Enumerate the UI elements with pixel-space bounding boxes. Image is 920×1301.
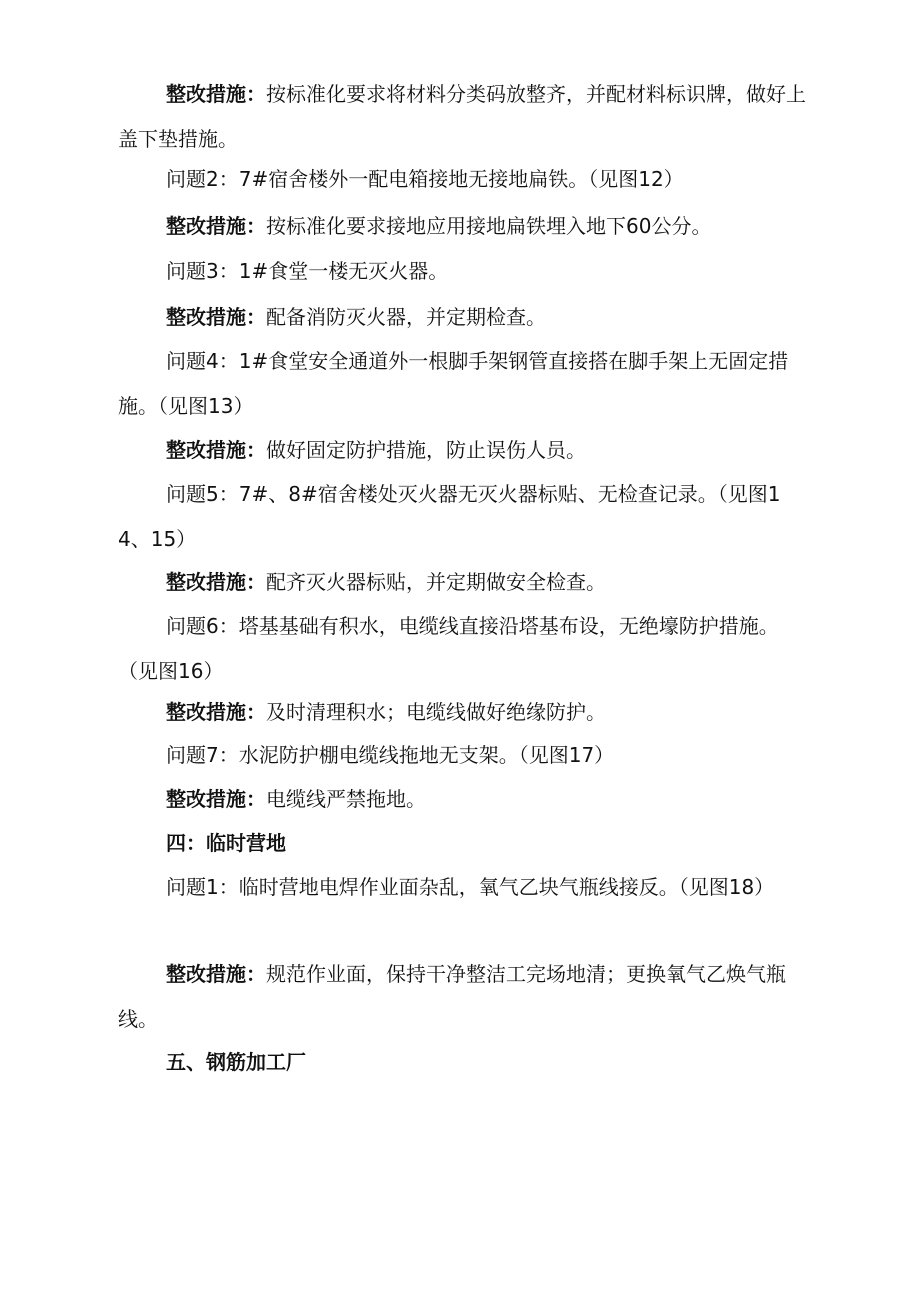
paragraph-text: 按标准化要求将材料分类码放整齐，并配材料标识牌，做好上盖下垫措施。 (118, 82, 806, 151)
paragraph-text: 电缆线严禁拖地。 (266, 787, 426, 811)
paragraph-camp-measure-1 (118, 952, 808, 1042)
paragraph-label: 问题3： (166, 259, 239, 283)
paragraph-label: 问题2： (166, 167, 239, 191)
paragraph-label: 整改措施： (166, 700, 266, 724)
paragraph-label: 整改措施： (166, 82, 266, 106)
paragraph-text: 配齐灭火器标贴，并定期做安全检查。 (266, 570, 606, 594)
section-heading-rebar-plant: 五、钢筋加工厂 (166, 1050, 306, 1074)
section-heading-temporary-camp: 四：临时营地 (166, 831, 286, 855)
paragraph-measure-4 (118, 428, 808, 473)
paragraph-text: 做好固定防护措施，防止误伤人员。 (266, 438, 586, 462)
paragraph-label: 整改措施： (166, 787, 266, 811)
paragraph-measure-5 (118, 560, 808, 605)
paragraph-text: 1#食堂一楼无灭火器。 (238, 259, 449, 283)
paragraph-issue-3 (118, 249, 808, 294)
paragraph-camp-issue-1 (118, 865, 808, 910)
paragraph-label: 整改措施： (166, 214, 266, 238)
paragraph-issue-4 (118, 339, 808, 429)
paragraph-text: 7#、8#宿舍楼处灭火器无灭火器标贴、无检查记录。（见图14、15） (118, 482, 781, 551)
paragraph-label: 问题6： (166, 614, 239, 638)
paragraph-measure-6 (118, 690, 808, 735)
paragraph-measure-7 (118, 777, 808, 822)
paragraph-text: 1#食堂安全通道外一根脚手架钢管直接搭在脚手架上无固定措施。（见图13） (118, 349, 789, 418)
paragraph-label: 问题1： (166, 875, 239, 899)
paragraph-issue-7 (118, 733, 808, 778)
paragraph-measure-1 (118, 72, 808, 162)
paragraph-label: 整改措施： (166, 962, 266, 986)
paragraph-issue-2 (118, 157, 808, 202)
paragraph-text: 水泥防护棚电缆线拖地无支架。（见图17） (238, 743, 615, 767)
paragraph-text: 临时营地电焊作业面杂乱，氧气乙块气瓶线接反。（见图18） (238, 875, 775, 899)
paragraph-text: 7#宿舍楼外一配电箱接地无接地扁铁。（见图12） (238, 167, 684, 191)
paragraph-text: 按标准化要求接地应用接地扁铁埋入地下60公分。 (266, 214, 712, 238)
paragraph-measure-2 (118, 204, 808, 249)
paragraph-label: 问题7： (166, 743, 239, 767)
paragraph-text: 配备消防灭火器，并定期检查。 (266, 305, 546, 329)
paragraph-label: 整改措施： (166, 570, 266, 594)
paragraph-label: 问题5： (166, 482, 239, 506)
paragraph-label: 问题4： (166, 349, 239, 373)
paragraph-label: 整改措施： (166, 438, 266, 462)
paragraph-text: 规范作业面，保持干净整洁工完场地清；更换氧气乙焕气瓶线。 (118, 962, 786, 1031)
paragraph-text: 塔基基础有积水，电缆线直接沿塔基布设，无绝壕防护措施。（见图16） (118, 614, 779, 683)
paragraph-text: 及时清理积水；电缆线做好绝缘防护。 (266, 700, 606, 724)
paragraph-issue-6 (118, 604, 808, 694)
paragraph-measure-3 (118, 295, 808, 340)
paragraph-label: 整改措施： (166, 305, 266, 329)
paragraph-issue-5 (118, 472, 808, 562)
